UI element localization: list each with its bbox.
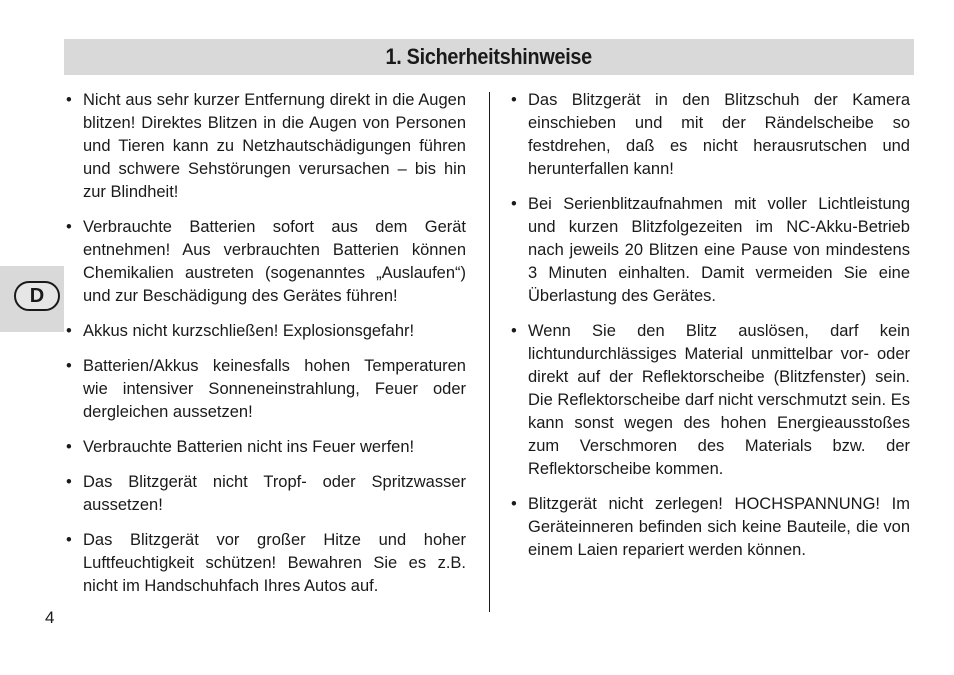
safety-item xyxy=(511,320,910,481)
safety-item xyxy=(66,355,466,424)
safety-item-text: Das Blitzgerät vor großer Hitze und hoher Luftfeuchtigkeit schützen! Bewahren Sie es z.B. nicht im Handschuhfach Ihres Autos auf. xyxy=(83,531,466,595)
page-number: 4 xyxy=(45,608,55,627)
bullet-icon: • xyxy=(66,473,72,491)
safety-item-text: Verbrauchte Batterien nicht ins Feuer werfen! xyxy=(83,438,415,456)
bullet-icon: • xyxy=(511,495,517,513)
safety-item xyxy=(66,320,466,343)
bullet-icon: • xyxy=(66,218,72,236)
safety-item-text: Das Blitzgerät in den Blitzschuh der Kamera einschieben und mit der Rändelscheibe so festdrehen, daß es nicht herausrutschen und herunterfallen kann! xyxy=(528,91,910,178)
bullet-icon: • xyxy=(66,357,72,375)
section-header xyxy=(64,39,914,75)
bullet-icon: • xyxy=(511,195,517,213)
bullet-icon: • xyxy=(66,438,72,456)
safety-item-text: Wenn Sie den Blitz auslösen, darf kein lichtundurchlässiges Material unmittelbar vor- oder direkt auf der Reflektorscheibe (Blitzfenster) sein. Die Reflektorscheibe darf nicht verschmutzt sein. Es kann sonst wegen des hohen Energieausstoßes zum Verschmoren des Materials bzw. der Reflektorscheibe kommen. xyxy=(528,322,910,478)
safety-item xyxy=(511,493,910,562)
column-divider xyxy=(489,92,490,612)
safety-item-text: Nicht aus sehr kurzer Entfernung direkt in die Augen blitzen! Direktes Blitzen in die Augen von Personen und Tieren kann zu Netzhautschädigungen führen und schwere Sehstörungen verursachen – bis hin zur Blindheit! xyxy=(83,91,466,201)
left-column xyxy=(66,89,466,610)
bullet-icon: • xyxy=(66,322,72,340)
safety-item xyxy=(66,529,466,598)
safety-item xyxy=(66,89,466,204)
safety-item-text: Verbrauchte Batterien sofort aus dem Gerät entnehmen! Aus verbrauchten Batterien können Chemikalien austreten (sogenanntes „Auslaufen“) und zur Beschädigung des Gerätes führen! xyxy=(83,218,466,305)
bullet-icon: • xyxy=(511,91,517,109)
section-title: 1. Sicherheitshinweise xyxy=(385,44,593,69)
right-column xyxy=(511,89,910,574)
bullet-icon: • xyxy=(66,91,72,109)
safety-item xyxy=(66,471,466,517)
bullet-icon: • xyxy=(511,322,517,340)
language-badge: D xyxy=(14,281,60,311)
safety-item-text: Akkus nicht kurzschließen! Explosionsgefahr! xyxy=(83,322,415,340)
safety-item-text: Batterien/Akkus keinesfalls hohen Temperaturen wie intensiver Sonneneinstrahlung, Feuer oder dergleichen aussetzen! xyxy=(83,357,466,421)
safety-item xyxy=(66,436,466,459)
safety-item xyxy=(66,216,466,308)
safety-item-text: Das Blitzgerät nicht Tropf- oder Spritzwasser aussetzen! xyxy=(83,473,466,514)
safety-item xyxy=(511,193,910,308)
bullet-icon: • xyxy=(66,531,72,549)
safety-item-text: Blitzgerät nicht zerlegen! HOCHSPANNUNG! Im Geräteinneren befinden sich keine Bauteile, die von einem Laien repariert werden können. xyxy=(528,495,910,559)
safety-item-text: Bei Serienblitzaufnahmen mit voller Lichtleistung und kurzen Blitzfolgezeiten im NC-Akku-Betrieb nach jeweils 20 Blitzen eine Pause von mindestens 3 Minuten einhalten. Damit vermeiden Sie eine Überlastung des Gerätes. xyxy=(528,195,910,305)
safety-item xyxy=(511,89,910,181)
language-tab xyxy=(0,266,64,332)
